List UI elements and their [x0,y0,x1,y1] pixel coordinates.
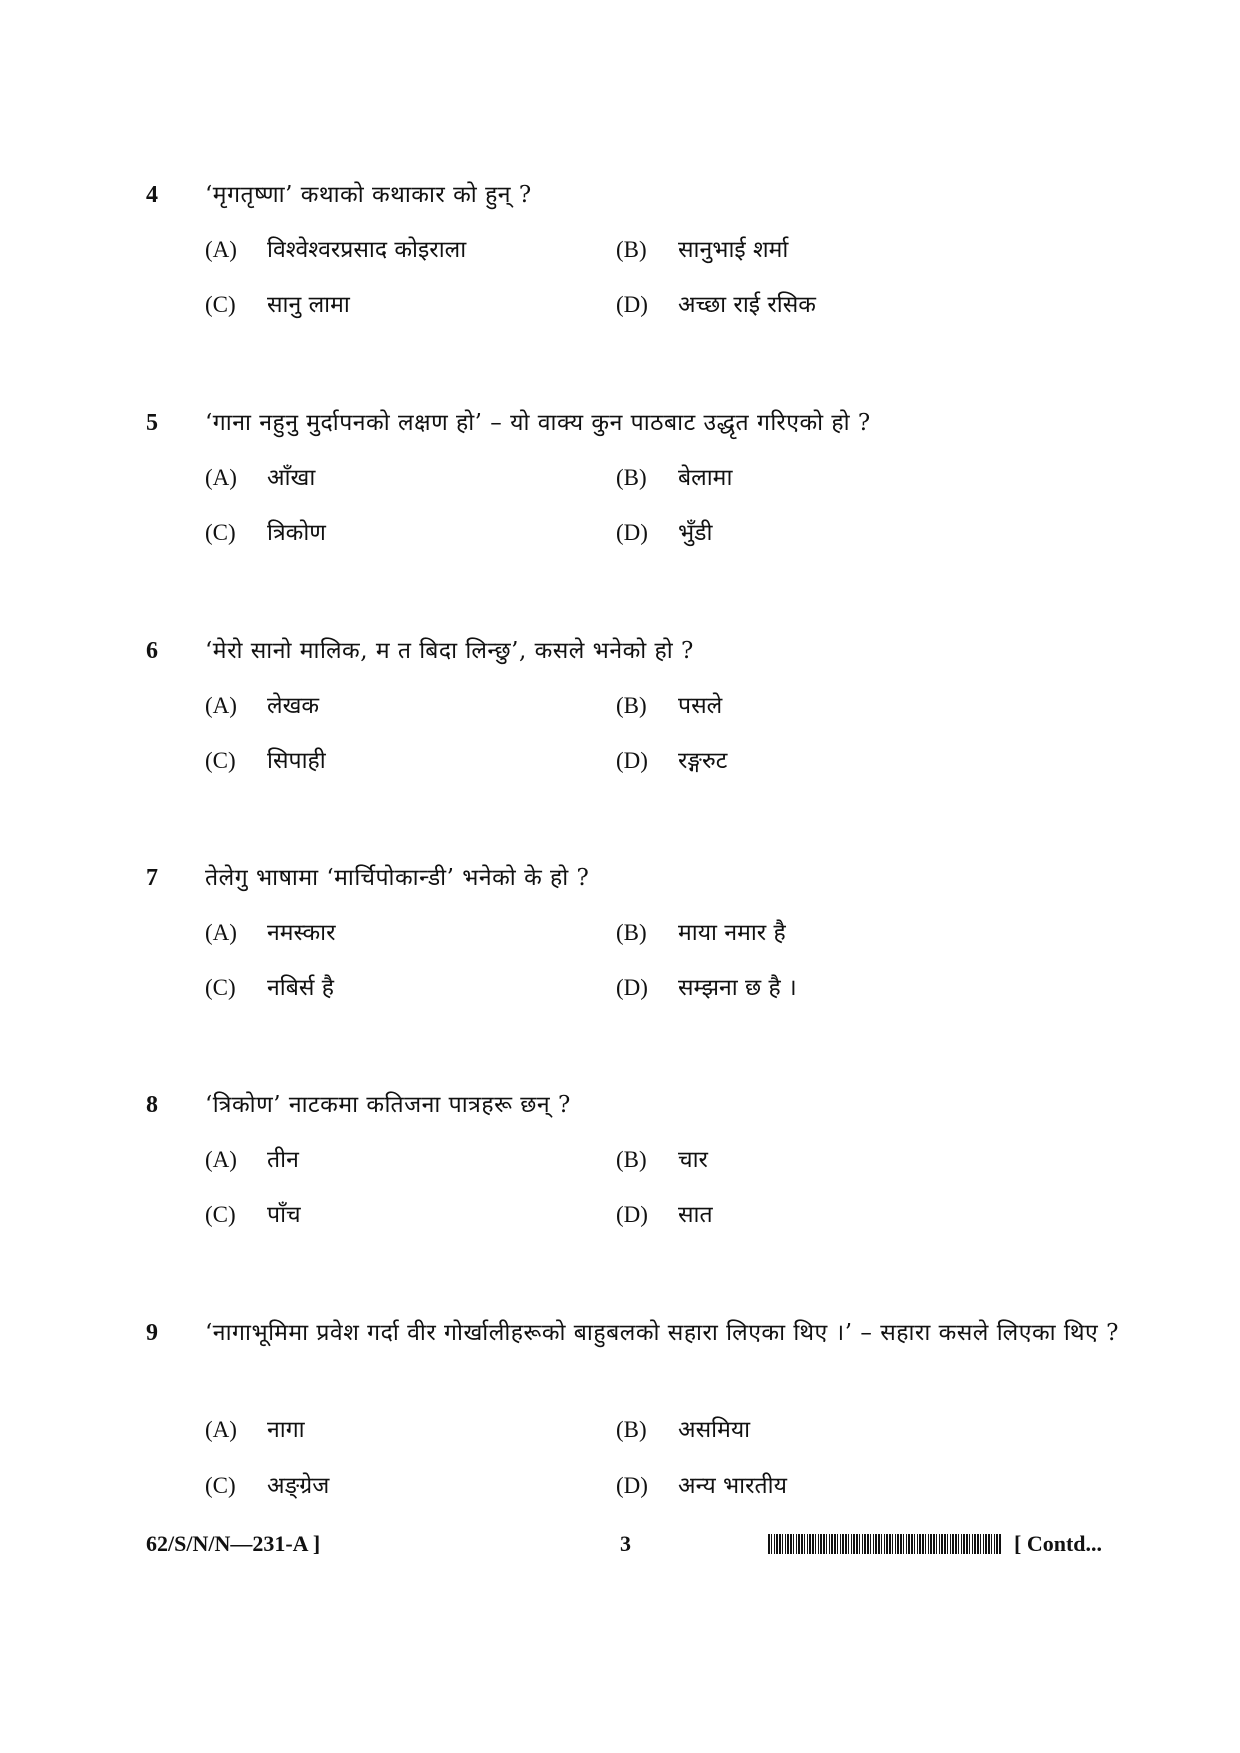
option-label: (A) [205,1147,237,1172]
option-label: (D) [616,292,648,317]
option-text: अङ्ग्रेज [267,1473,330,1499]
question-text: ‘मृगतृष्णा’ कथाको कथाकार को हुन् ? [205,182,532,208]
page-number: 3 [620,1531,631,1556]
option-c[interactable] [205,285,350,325]
option-c[interactable] [205,741,326,781]
question-text: ‘त्रिकोण’ नाटकमा कतिजना पात्रहरू छन् ? [205,1092,571,1118]
option-text: नबिर्स है [267,975,334,1001]
option-a[interactable] [205,230,466,270]
option-text: सानु लामा [267,292,350,318]
option-text: त्रिकोण [267,520,326,546]
option-c[interactable] [205,513,326,553]
option-text: भुँडी [678,520,713,546]
option-label: (B) [616,920,647,945]
question-number: 4 [146,182,158,208]
question-number: 8 [146,1092,158,1118]
option-label: (C) [205,292,236,317]
option-d[interactable] [616,1195,713,1235]
question-number: 9 [146,1320,158,1346]
option-label: (B) [616,465,647,490]
page-footer [0,1524,1240,1564]
option-d[interactable] [616,513,712,553]
question-text: तेलेगु भाषामा ‘मार्चिपोकान्डी’ भनेको के हो ? [205,865,590,891]
question-number: 7 [146,865,158,891]
option-a[interactable] [205,458,315,498]
option-label: (D) [616,1202,648,1227]
option-a[interactable] [205,686,319,726]
option-a[interactable] [205,913,336,953]
option-d[interactable] [616,285,816,325]
option-label: (C) [205,748,236,773]
option-text: पसले [678,693,723,719]
question-number: 5 [146,410,158,436]
option-label: (D) [616,520,648,545]
option-c[interactable] [205,968,334,1008]
option-label: (A) [205,920,237,945]
option-text: माया नमार है [678,920,786,946]
option-text: अच्छा राई रसिक [678,292,816,318]
option-text: रङ्गरुट [678,748,728,774]
option-d[interactable] [616,1466,787,1506]
option-text: तीन [267,1147,299,1173]
option-b[interactable] [616,1140,708,1180]
continued-label: [ Contd... [1014,1531,1103,1556]
option-b[interactable] [616,686,722,726]
option-d[interactable] [616,741,727,781]
option-text: विश्वेश्वरप्रसाद कोइराला [267,237,467,263]
option-b[interactable] [616,913,786,953]
option-text: सात [678,1202,713,1228]
option-d[interactable] [616,968,797,1008]
question-text: ‘मेरो सानो मालिक, म त बिदा लिन्छु’, कसले भनेको हो ? [205,638,694,664]
option-text: चार [678,1147,708,1173]
option-a[interactable] [205,1410,305,1450]
option-text: लेखक [267,693,320,719]
option-label: (B) [616,1147,647,1172]
option-b[interactable] [616,1410,750,1450]
option-text: सिपाही [267,748,326,774]
option-text: अन्य भारतीय [678,1473,787,1499]
option-c[interactable] [205,1466,329,1506]
option-label: (B) [616,1417,647,1442]
option-label: (A) [205,237,237,262]
option-label: (A) [205,1417,237,1442]
option-label: (C) [205,1202,236,1227]
option-label: (C) [205,520,236,545]
option-text: नागा [267,1417,305,1443]
option-a[interactable] [205,1140,299,1180]
option-b[interactable] [616,230,788,270]
option-text: बेलामा [678,465,733,491]
option-text: आँखा [267,465,316,491]
option-b[interactable] [616,458,732,498]
option-label: (A) [205,693,237,718]
option-label: (A) [205,465,237,490]
option-label: (D) [616,748,648,773]
option-text: सानुभाई शर्मा [678,237,789,263]
option-text: नमस्कार [267,920,336,946]
question-text: ‘गाना नहुनु मुर्दापनको लक्षण हो’ – यो वाक्य कुन पाठबाट उद्धृत गरिएको हो ? [205,410,871,436]
paper-code: 62/S/N/N—231-A ] [146,1531,321,1556]
option-c[interactable] [205,1195,301,1235]
option-label: (C) [205,1473,236,1498]
option-text: सम्झना छ है । [678,975,797,1001]
question-number: 6 [146,638,158,664]
option-label: (D) [616,1473,648,1498]
option-label: (D) [616,975,648,1000]
barcode-icon [768,1534,1002,1554]
option-label: (B) [616,693,647,718]
question-text: ‘नागाभूमिमा प्रवेश गर्दा वीर गोर्खालीहरूको बाहुबलको सहारा लिएका थिए ।’ – सहारा कसले लिएका थिए ? [205,1320,1119,1346]
option-label: (C) [205,975,236,1000]
option-label: (B) [616,237,647,262]
option-text: असमिया [678,1417,751,1443]
option-text: पाँच [267,1202,301,1228]
